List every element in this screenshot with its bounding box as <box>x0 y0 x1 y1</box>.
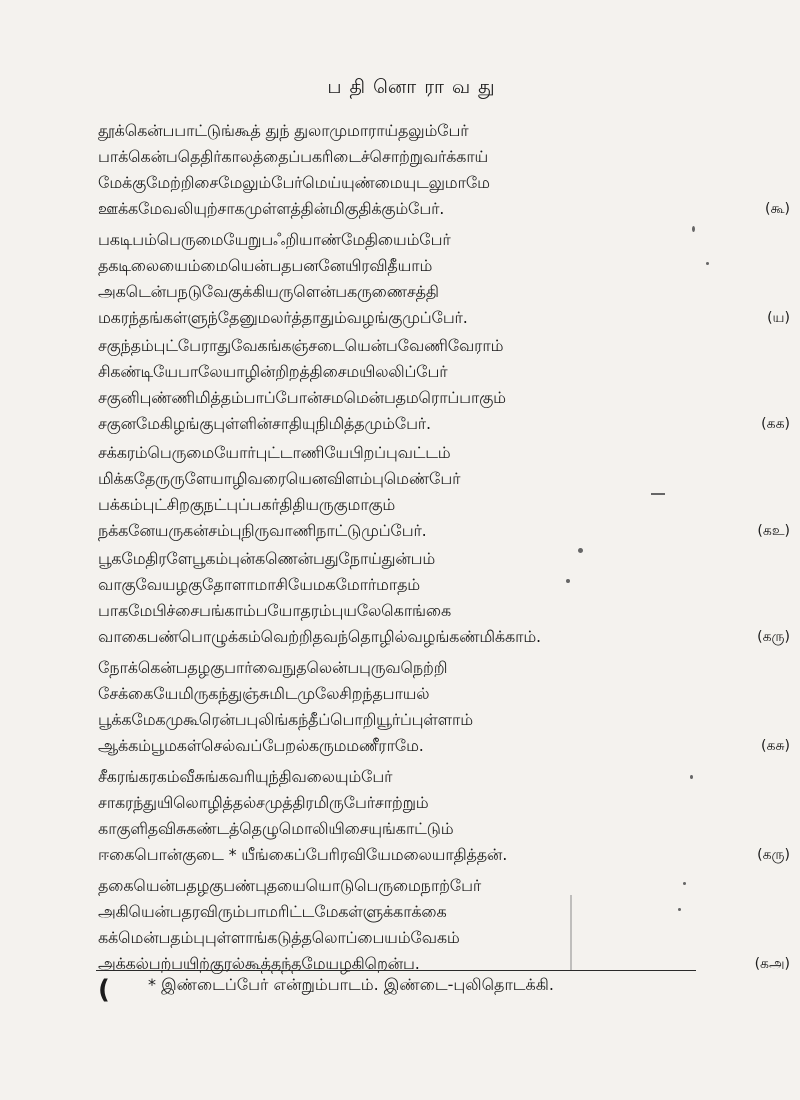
verse-line: காகுளிதவிசுகண்டத்தெழுமொலியிசையுங்காட்டும் <box>98 819 454 838</box>
verse-number: (கஅ) <box>754 956 790 972</box>
verse-line: வாகைபண்பொழுக்கம்வெற்றிதவந்தொழில்வழங்கண்மிக்காம். <box>98 627 541 646</box>
verse-line: பாகமேபிச்சைபங்காம்பயோதரம்புயலேகொங்கை <box>98 601 451 620</box>
verse-line: கக்மென்பதம்புபுள்ளாங்கடுத்தலொப்பையம்வேகம் <box>98 928 460 947</box>
verse-line: அகடென்பநடுவேகுக்கியருளென்பகருணைசத்தி <box>98 282 439 301</box>
ink-speck <box>683 882 686 885</box>
verse-line: சக்கரம்பெருமையோர்புட்டாணியேபிறப்புவட்டம் <box>98 443 451 462</box>
verse-line: பக்கம்புட்சிறகுநட்புப்பகர்திதியருகுமாகும் <box>98 495 396 514</box>
verse-line: நோக்கென்பதழகுபார்வைநுதலென்பபுருவநெற்றி <box>98 658 448 677</box>
verse-line: நக்கனேயருகன்சம்புநிருவாணிநாட்டுமுப்பேர். <box>98 521 427 540</box>
verse-line: ஈகைபொன்குடை * யீங்கைப்பேரிரவியேமலையாதித்தன். <box>98 845 508 864</box>
verse-line: ஆக்கம்பூமகள்செல்வப்பேறல்கருமமணீராமே. <box>98 736 424 755</box>
ink-speck <box>678 908 681 911</box>
verse-line: சகுனமேகிழங்குபுள்ளின்சாதியுநிமித்தமும்பேர். <box>98 414 431 433</box>
verse-line: சகுந்தம்புட்பேராதுவேகங்கஞ்சடையென்பவேணிவேராம் <box>98 336 504 355</box>
verse-line: சாகரந்துயிலொழித்தல்சமுத்திரமிருபேர்சாற்றும் <box>98 793 429 812</box>
verse-number: (ய) <box>767 310 790 326</box>
verse-block <box>98 655 790 759</box>
verse-number: (கக) <box>761 416 790 432</box>
verse-line: மகரந்தங்கள்ளுந்தேனுமலர்த்தாதும்வழங்குமுப்பேர். <box>98 308 468 327</box>
verse-block <box>98 118 790 222</box>
ink-speck <box>706 262 709 265</box>
verse-line: தகையென்பதழகுபண்புதயையொடுபெருமைநாற்பேர் <box>98 876 482 895</box>
verse-block <box>98 333 790 437</box>
footnote-rule <box>96 970 696 971</box>
ink-speck <box>566 579 570 583</box>
ink-speck <box>578 548 583 553</box>
verse-block <box>98 546 790 650</box>
verse-line: மேக்குமேற்றிசைமேலும்பேர்மெய்யுண்மையுடலுமாமே <box>98 173 490 192</box>
verse-line: பகடிபம்பெருமையேறுபஃறியாண்மேதியைம்பேர் <box>98 230 451 249</box>
paper-crease <box>570 895 580 970</box>
verse-number: (கஉ) <box>757 523 790 539</box>
verse-line: பூகமேதிரளேபூகம்புன்கணென்பதுநோய்துன்பம் <box>98 549 436 568</box>
verse-line: பாக்கென்பதெதிர்காலத்தைப்பகரிடைச்சொற்றுவர்க்காய் <box>98 147 489 166</box>
verse-line: வாகுவேயழகுதோளாமாசியேமகமோர்மாதம் <box>98 575 420 594</box>
verse-number: (கூ) <box>765 201 790 217</box>
chapter-title: பதினொராவது <box>327 76 503 98</box>
verse-line: பூக்கமேகமுகூரென்பபுலிங்கந்தீப்பொறியூர்ப்புள்ளாம் <box>98 710 473 729</box>
verse-line: சேக்கையேமிருகந்துஞ்சுமிடமுலேசிறந்தபாயல் <box>98 684 430 703</box>
verse-block <box>98 227 790 331</box>
verse-line: ஊக்கமேவலியுற்சாகமுள்ளத்தின்மிகுதிக்கும்பேர். <box>98 199 445 218</box>
margin-bracket-mark: ( <box>98 975 110 1005</box>
verse-line: சகுனிபுண்ணிமித்தம்பாப்போன்சமமென்பதமரொப்பாகும் <box>98 388 506 407</box>
verse-line: சீகரங்கரகம்வீசுங்கவரியுந்திவலையும்பேர் <box>98 767 393 786</box>
verse-line: தகடிலையைம்மையென்பதபனனேயிரவிதீயாம் <box>98 256 433 275</box>
ink-speck <box>651 493 665 495</box>
verse-number: (கரு) <box>757 629 790 645</box>
verse-line: அக்கல்பற்பயிற்குரல்கூத்தந்தமேயழகிறென்ப. <box>98 954 420 973</box>
ink-speck <box>692 226 695 232</box>
verse-line: சிகண்டியேபாலேயாழின்றிறத்திசைமயிலலிப்பேர் <box>98 362 448 381</box>
verse-block <box>98 873 790 977</box>
ink-speck <box>690 775 693 779</box>
verse-block <box>98 440 790 544</box>
verse-line: தூக்கென்பபாட்டுங்கூத் துந் துலாமுமாராய்தலும்பேர் <box>98 121 469 140</box>
verse-block <box>98 764 790 868</box>
verse-number: (கசு) <box>760 738 790 754</box>
footnote: * இண்டைப்பேர் என்றும்பாடம். இண்டை-புலிதொடக்கி. <box>148 975 554 994</box>
verse-line: மிக்கதேருருளேயாழிவரையெனவிளம்புமெண்பேர் <box>98 469 461 488</box>
verse-line: அகியென்பதரவிரும்பாமரிட்டமேகள்ளுக்காக்கை <box>98 902 447 921</box>
verse-number: (கரு) <box>757 847 790 863</box>
